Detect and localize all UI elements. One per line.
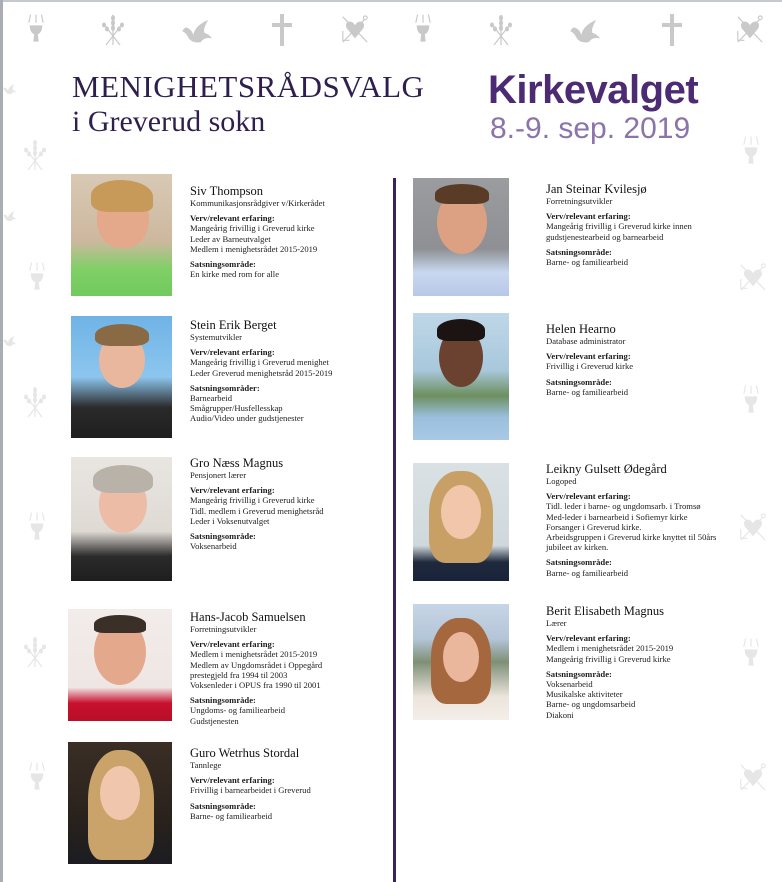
wheat-icon bbox=[20, 385, 50, 419]
candidate-name: Gro Næss Magnus bbox=[190, 456, 284, 470]
experience-label: Verv/relevant erfaring: bbox=[546, 491, 631, 502]
title-line-1: MENIGHETSRÅDSVALG bbox=[72, 69, 425, 104]
focus-label: Satsningsområde: bbox=[546, 668, 612, 679]
candidate-occupation: Database administrator bbox=[546, 336, 626, 346]
candidate-name: Hans-Jacob Samuelsen bbox=[190, 610, 306, 624]
experience-item: gudstjenestearbeid og barnearbeid bbox=[546, 231, 664, 242]
focus-item: En kirke med rom for alle bbox=[190, 269, 280, 280]
focus-item: Gudstjenesten bbox=[190, 715, 239, 726]
focus-label: Satsningsområde: bbox=[190, 800, 256, 811]
experience-item: Medlem i menighetsrådet 2015-2019 bbox=[190, 243, 318, 254]
experience-item: Med-leder i barnearbeid i Sofiemyr kirke bbox=[546, 511, 688, 522]
experience-item: Mangeårig frivillig i Greverud kirke bbox=[546, 653, 671, 664]
candidate-info bbox=[546, 182, 746, 267]
candidate-info bbox=[546, 604, 746, 720]
focus-item: Barnearbeid bbox=[190, 393, 232, 404]
candidate-photo bbox=[413, 313, 509, 440]
experience-item: Medlem i menighetsrådet 2015-2019 bbox=[190, 649, 318, 660]
candidate-photo bbox=[413, 604, 509, 720]
column-divider bbox=[393, 178, 396, 882]
heart-anchor-cross-icon bbox=[340, 14, 370, 44]
candidate-occupation: Systemutvikler bbox=[190, 332, 243, 342]
focus-item: Barne- og ungdomsarbeid bbox=[546, 699, 636, 710]
chalice-icon bbox=[28, 762, 46, 792]
candidate-name: Berit Elisabeth Magnus bbox=[546, 604, 665, 618]
experience-label: Verv/relevant erfaring: bbox=[546, 211, 631, 222]
experience-label: Verv/relevant erfaring: bbox=[546, 633, 631, 644]
experience-item: Mangeårig frivillig i Greverud kirke bbox=[190, 223, 315, 234]
election-title bbox=[72, 70, 424, 140]
candidate-name: Siv Thompson bbox=[190, 184, 264, 198]
focus-item: Barne- og familiearbeid bbox=[546, 386, 629, 397]
heart-anchor-cross-icon bbox=[735, 14, 765, 44]
focus-label: Satsningsområde: bbox=[190, 259, 256, 270]
dove-icon bbox=[182, 18, 214, 44]
chalice-icon bbox=[27, 14, 45, 44]
experience-item: Forsanger i Greverud kirke. bbox=[546, 521, 642, 532]
focus-label: Satsningsområde: bbox=[190, 531, 256, 542]
dove-icon bbox=[3, 205, 17, 227]
title-line-2: i Greverud sokn bbox=[72, 105, 266, 138]
candidate-name: Guro Wetrhus Stordal bbox=[190, 746, 300, 760]
experience-label: Verv/relevant erfaring: bbox=[190, 639, 275, 650]
cross-icon bbox=[270, 14, 294, 46]
candidate-photo bbox=[68, 609, 172, 721]
candidate-info bbox=[190, 318, 390, 424]
chalice-icon bbox=[742, 136, 760, 166]
page-top-border bbox=[0, 0, 782, 2]
focus-item: Ungdoms- og familiearbeid bbox=[190, 705, 285, 716]
candidate-photo bbox=[413, 463, 509, 581]
candidate-name: Jan Steinar Kvilesjø bbox=[546, 182, 647, 196]
experience-item: Mangeårig frivillig i Greverud menighet bbox=[190, 357, 329, 368]
candidate-photo bbox=[71, 316, 172, 438]
wheat-icon bbox=[20, 138, 50, 172]
focus-item: Diakoni bbox=[546, 709, 574, 720]
experience-item: Frivillig i Greverud kirke bbox=[546, 361, 634, 372]
candidate-info bbox=[546, 462, 756, 578]
candidate-photo bbox=[413, 178, 509, 296]
experience-item: jubileet av kirken. bbox=[546, 542, 609, 553]
chalice-icon bbox=[28, 512, 46, 542]
experience-label: Verv/relevant erfaring: bbox=[190, 347, 275, 358]
focus-item: Audio/Video under gudstjenester bbox=[190, 413, 304, 424]
wheat-icon bbox=[486, 13, 516, 47]
focus-item: Barne- og familiearbeid bbox=[546, 567, 629, 578]
candidate-occupation: Kommunikasjonsrådgiver v/Kirkerådet bbox=[190, 198, 325, 208]
candidate-occupation: Forretningsutvikler bbox=[546, 196, 613, 206]
experience-item: Tidl. medlem i Greverud menighetsråd bbox=[190, 505, 324, 516]
candidate-info bbox=[190, 456, 390, 551]
dove-icon bbox=[570, 18, 602, 44]
candidate-occupation: Pensjonert lærer bbox=[190, 470, 247, 480]
experience-item: Mangeårig frivillig i Greverud kirke innen bbox=[546, 221, 692, 232]
candidate-occupation: Lærer bbox=[546, 618, 567, 628]
experience-item: Arbeidsgruppen i Greverud kirke knyttet til 50års bbox=[546, 532, 717, 543]
focus-label: Satsningsområde: bbox=[190, 695, 256, 706]
experience-label: Verv/relevant erfaring: bbox=[546, 351, 631, 362]
focus-label: Satsningsområde: bbox=[546, 557, 612, 568]
chalice-icon bbox=[414, 14, 432, 44]
experience-item: Tidl. leder i barne- og ungdomsarb. i Tromsø bbox=[546, 501, 701, 512]
experience-item: prestegjeld fra 1994 til 2003 bbox=[190, 669, 288, 680]
candidate-name: Helen Hearno bbox=[546, 322, 616, 336]
candidate-photo bbox=[68, 742, 172, 864]
candidate-info bbox=[546, 322, 746, 397]
experience-item: Medlem av Ungdomsrådet i Oppegård bbox=[190, 659, 323, 670]
heart-anchor-cross-icon bbox=[738, 762, 768, 792]
experience-label: Verv/relevant erfaring: bbox=[190, 775, 275, 786]
experience-label: Verv/relevant erfaring: bbox=[190, 213, 275, 224]
candidate-occupation: Tannlege bbox=[190, 760, 222, 770]
candidate-info bbox=[190, 746, 390, 821]
experience-item: Mangeårig frivillig i Greverud kirke bbox=[190, 495, 315, 506]
experience-item: Leder Greverud menighetsråd 2015-2019 bbox=[190, 367, 333, 378]
experience-item: Medlem i menighetsrådet 2015-2019 bbox=[546, 643, 674, 654]
experience-label: Verv/relevant erfaring: bbox=[190, 485, 275, 496]
candidate-photo bbox=[71, 174, 172, 296]
candidate-occupation: Logoped bbox=[546, 476, 577, 486]
dove-icon bbox=[3, 330, 17, 352]
candidate-photo bbox=[71, 457, 172, 581]
focus-label: Satsningsområder: bbox=[190, 382, 260, 393]
page-left-border bbox=[0, 0, 3, 882]
chalice-icon bbox=[28, 262, 46, 292]
candidate-name: Stein Erik Berget bbox=[190, 318, 277, 332]
experience-item: Frivillig i barnearbeidet i Greverud bbox=[190, 785, 311, 796]
candidate-name: Leikny Gulsett Ødegård bbox=[546, 462, 667, 476]
focus-item: Barne- og familiearbeid bbox=[190, 810, 273, 821]
election-dates: 8.-9. sep. 2019 bbox=[490, 112, 691, 145]
experience-item: Voksenleder i OPUS fra 1990 til 2001 bbox=[190, 680, 321, 691]
focus-item: Musikalske aktiviteter bbox=[546, 689, 623, 700]
focus-label: Satsningsområde: bbox=[546, 246, 612, 257]
candidate-info bbox=[190, 184, 390, 279]
experience-item: Leder av Barneutvalget bbox=[190, 233, 271, 244]
focus-label: Satsningsområde: bbox=[546, 376, 612, 387]
candidate-occupation: Forretningsutvikler bbox=[190, 624, 257, 634]
wheat-icon bbox=[98, 13, 128, 47]
brand-name: Kirkevalget bbox=[488, 68, 699, 112]
candidate-info bbox=[190, 610, 390, 726]
focus-item: Barne- og familiearbeid bbox=[546, 257, 629, 268]
kirkevalget-logo bbox=[488, 68, 698, 146]
focus-item: Voksenarbeid bbox=[190, 541, 237, 552]
focus-item: Smågrupper/Husfellesskap bbox=[190, 403, 283, 414]
experience-item: Leder i Voksenutvalget bbox=[190, 515, 270, 526]
cross-icon bbox=[660, 14, 684, 46]
focus-item: Voksenarbeid bbox=[546, 679, 593, 690]
dove-icon bbox=[3, 78, 17, 100]
wheat-icon bbox=[20, 635, 50, 669]
